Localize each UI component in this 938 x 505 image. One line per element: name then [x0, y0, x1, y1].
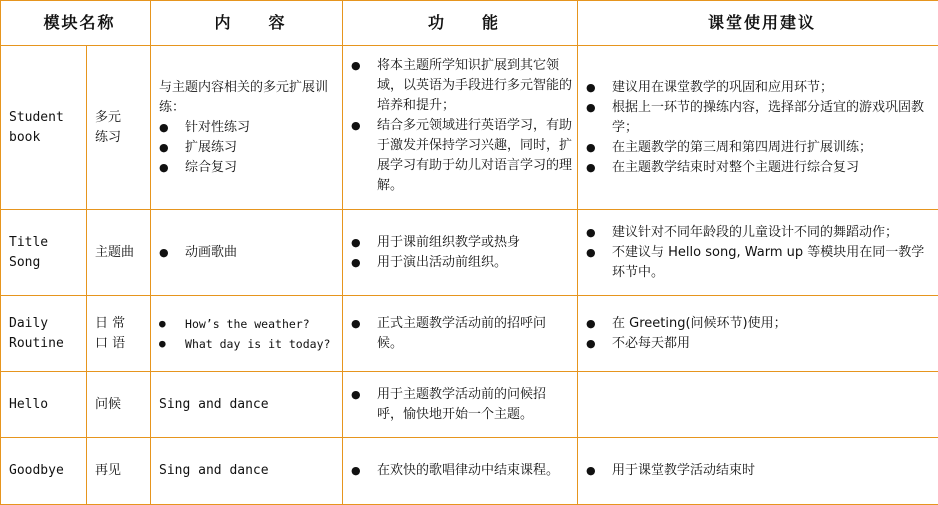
table-row	[1, 372, 938, 438]
module-en-text: Daily Routine	[9, 315, 64, 351]
list-item: ● 综合复习	[159, 158, 336, 178]
function-list	[351, 385, 563, 425]
table-row	[1, 438, 938, 505]
list-item: ● 在主题教学结束时对整个主题进行综合复习	[586, 158, 932, 178]
function-list	[351, 233, 577, 273]
module-en-text: Title Song	[9, 234, 49, 270]
suggestion-cell	[578, 46, 938, 210]
list-item: ● 在主题教学的第三周和第四周进行扩展训练；	[586, 138, 932, 158]
suggestion-cell	[578, 438, 938, 505]
list-item: ● 针对性练习	[159, 118, 336, 138]
list-item: ● 将本主题所学知识扩展到其它领域，以英语为手段进行多元智能的培养和提升；	[351, 56, 573, 116]
suggestion-list	[586, 223, 932, 283]
list-item: ● 建议针对不同年龄段的儿童设计不同的舞蹈动作；	[586, 223, 932, 243]
content-intro: 与主题内容相关的多元扩展训练：	[159, 79, 329, 115]
list-item: ● 在 Greeting(问候环节)使用；	[586, 314, 938, 334]
module-en	[1, 210, 87, 296]
suggestion-cell	[578, 296, 938, 372]
table-row	[1, 46, 938, 210]
header-content: 内 容	[151, 1, 343, 46]
suggestion-list	[586, 78, 932, 178]
list-item: ● 用于课前组织教学或热身	[351, 233, 577, 253]
function-cell	[343, 438, 578, 505]
list-item: ● 结合多元领域进行英语学习，有助于激发并保持学习兴趣，同时，扩展学习有助于幼儿对语言学习的理解。	[351, 116, 573, 196]
list-item: ● 动画歌曲	[159, 243, 342, 263]
module-en-text: Student book	[9, 109, 64, 145]
table-row	[1, 210, 938, 296]
module-en	[1, 46, 87, 210]
list-item: ● 在欢快的歌唱律动中结束课程。	[351, 461, 577, 481]
content-cell: Sing and dance	[151, 438, 343, 505]
suggestion-list	[586, 314, 938, 354]
list-item: ● 建议用在课堂教学的巩固和应用环节；	[586, 78, 932, 98]
content-cell	[151, 46, 343, 210]
function-cell	[343, 372, 578, 438]
header-module-name: 模块名称	[1, 1, 151, 46]
content-cell: Sing and dance	[151, 372, 343, 438]
suggestion-cell	[578, 372, 938, 438]
module-en: Goodbye	[1, 438, 87, 505]
list-item: ● 用于演出活动前组织。	[351, 253, 577, 273]
module-zh: 再见	[87, 438, 151, 505]
function-list	[351, 56, 573, 196]
function-list	[351, 314, 563, 354]
function-list	[351, 461, 577, 481]
module-zh: 主题曲	[87, 210, 151, 296]
function-cell	[343, 296, 578, 372]
function-cell	[343, 46, 578, 210]
module-zh	[87, 46, 151, 210]
suggestion-cell	[578, 210, 938, 296]
list-item: ● 不必每天都用	[586, 334, 938, 354]
content-list	[159, 243, 342, 263]
module-en	[1, 296, 87, 372]
content-cell	[151, 210, 343, 296]
list-item: ● 正式主题教学活动前的招呼问候。	[351, 314, 563, 354]
list-item: ● 用于课堂教学活动结束时	[586, 461, 938, 481]
content-cell	[151, 296, 343, 372]
content-list	[159, 314, 342, 354]
list-item: ● 不建议与 Hello song, Warm up 等模块用在同一教学环节中。	[586, 243, 932, 283]
header-row	[1, 1, 938, 46]
list-item: ● 根据上一环节的操练内容，选择部分适宜的游戏巩固教学；	[586, 98, 932, 138]
table-row	[1, 296, 938, 372]
content-list	[159, 118, 336, 178]
header-suggestion: 课堂使用建议	[578, 1, 938, 46]
module-zh-text: 多元练习	[95, 109, 122, 145]
list-item: ● 扩展练习	[159, 138, 336, 158]
suggestion-list	[586, 461, 938, 481]
module-en: Hello	[1, 372, 87, 438]
list-item: ● 用于主题教学活动前的问候招呼，愉快地开始一个主题。	[351, 385, 563, 425]
module-zh: 问候	[87, 372, 151, 438]
list-item: ● What day is it today?	[159, 334, 342, 354]
module-zh	[87, 296, 151, 372]
header-function: 功 能	[343, 1, 578, 46]
module-zh-text: 日 常 口 语	[95, 315, 126, 351]
list-item: ● How’s the weather?	[159, 314, 342, 334]
function-cell	[343, 210, 578, 296]
